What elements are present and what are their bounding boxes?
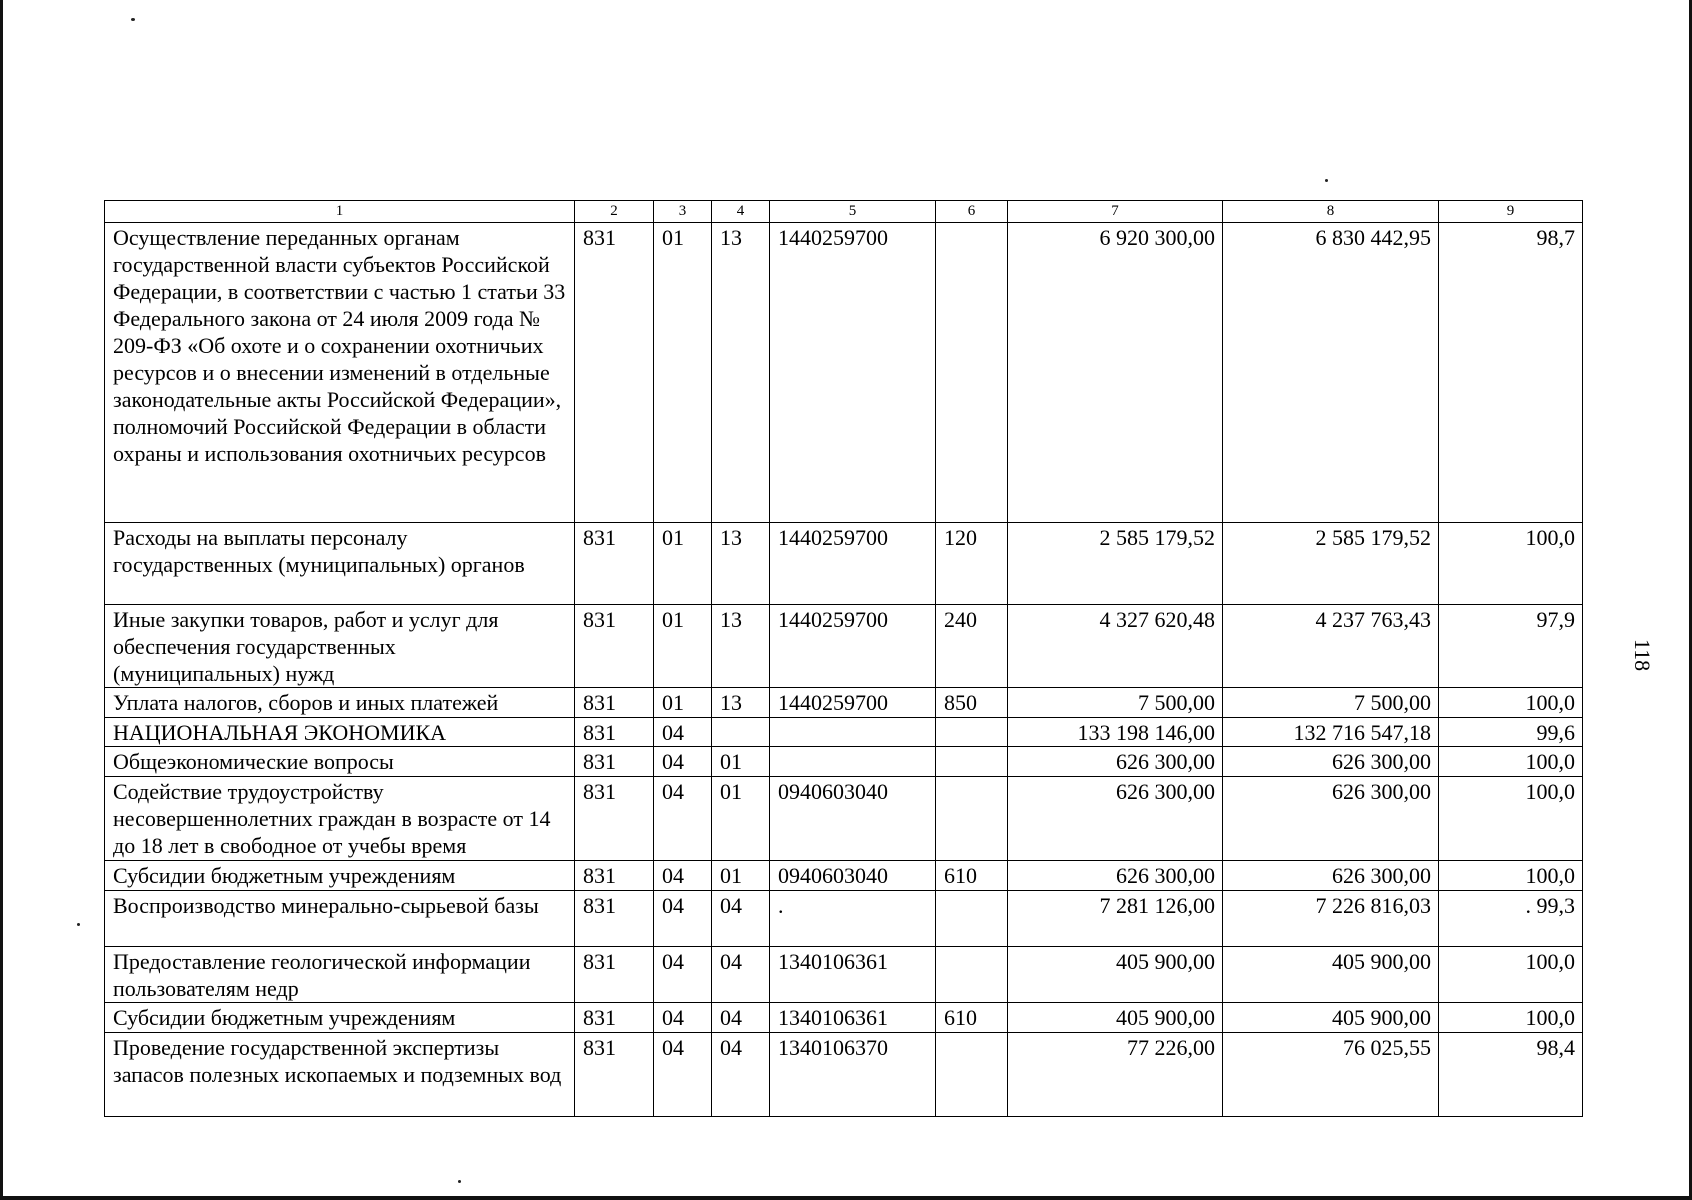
cell-subsection: 13	[712, 605, 770, 688]
cell-planned: 626 300,00	[1008, 777, 1223, 861]
cell-percent: 100,0	[1439, 777, 1583, 861]
cell-subsection: 13	[712, 223, 770, 523]
page-number: 118	[1630, 638, 1655, 672]
column-number: 1	[105, 201, 575, 223]
row-name: Предоставление геологической информации пользователям недр	[105, 947, 575, 1003]
table-row	[105, 891, 1583, 947]
cell-planned: 405 900,00	[1008, 947, 1223, 1003]
cell-executed: 76 025,55	[1223, 1033, 1439, 1117]
cell-expense-type	[936, 777, 1008, 861]
cell-planned: 6 920 300,00	[1008, 223, 1223, 523]
table-row	[105, 605, 1583, 688]
cell-ministry: 831	[575, 223, 654, 523]
column-number: 4	[712, 201, 770, 223]
cell-subsection: 04	[712, 1003, 770, 1033]
cell-percent: 97,9	[1439, 605, 1583, 688]
cell-percent: 100,0	[1439, 688, 1583, 718]
row-name: Содействие трудоустройству несовершеннолетних граждан в возрасте от 14 до 18 лет в свободное от учебы время	[105, 777, 575, 861]
cell-percent: 100,0	[1439, 1003, 1583, 1033]
scan-speck	[458, 1180, 461, 1183]
cell-expense-type	[936, 747, 1008, 777]
cell-section: 01	[654, 605, 712, 688]
cell-ministry: 831	[575, 891, 654, 947]
row-name: НАЦИОНАЛЬНАЯ ЭКОНОМИКА	[105, 718, 575, 747]
cell-section: 04	[654, 861, 712, 891]
cell-ministry: 831	[575, 718, 654, 747]
cell-percent: 98,4	[1439, 1033, 1583, 1117]
cell-ministry: 831	[575, 861, 654, 891]
cell-expense-type	[936, 947, 1008, 1003]
cell-planned: 626 300,00	[1008, 747, 1223, 777]
column-number: 5	[770, 201, 936, 223]
cell-target-article: 1340106361	[770, 947, 936, 1003]
cell-section: 04	[654, 718, 712, 747]
cell-planned: 405 900,00	[1008, 1003, 1223, 1033]
table-row	[105, 523, 1583, 605]
cell-section: 04	[654, 777, 712, 861]
scan-edge-bottom	[0, 1196, 1692, 1200]
cell-target-article: .	[770, 891, 936, 947]
cell-percent: 100,0	[1439, 523, 1583, 605]
column-number-row	[105, 201, 1583, 223]
cell-target-article: 1340106370	[770, 1033, 936, 1117]
cell-executed: 6 830 442,95	[1223, 223, 1439, 523]
cell-executed: 7 500,00	[1223, 688, 1439, 718]
cell-subsection: 13	[712, 688, 770, 718]
scan-speck	[1325, 179, 1328, 182]
cell-expense-type: 850	[936, 688, 1008, 718]
cell-subsection: 01	[712, 777, 770, 861]
cell-executed: 4 237 763,43	[1223, 605, 1439, 688]
cell-planned: 7 500,00	[1008, 688, 1223, 718]
cell-section: 01	[654, 223, 712, 523]
cell-subsection: 01	[712, 861, 770, 891]
cell-ministry: 831	[575, 747, 654, 777]
cell-section: 04	[654, 1003, 712, 1033]
cell-percent: . 99,3	[1439, 891, 1583, 947]
row-name: Расходы на выплаты персоналу государственных (муниципальных) органов	[105, 523, 575, 605]
column-number: 6	[936, 201, 1008, 223]
cell-expense-type: 610	[936, 1003, 1008, 1033]
cell-section: 04	[654, 1033, 712, 1117]
cell-percent: 100,0	[1439, 861, 1583, 891]
cell-expense-type	[936, 1033, 1008, 1117]
cell-executed: 7 226 816,03	[1223, 891, 1439, 947]
table-row	[105, 747, 1583, 777]
cell-percent: 100,0	[1439, 747, 1583, 777]
cell-target-article	[770, 747, 936, 777]
cell-planned: 626 300,00	[1008, 861, 1223, 891]
cell-expense-type: 610	[936, 861, 1008, 891]
cell-section: 01	[654, 688, 712, 718]
scan-speck	[77, 923, 80, 926]
row-name: Проведение государственной экспертизы запасов полезных ископаемых и подземных вод	[105, 1033, 575, 1117]
table-row	[105, 947, 1583, 1003]
cell-executed: 626 300,00	[1223, 777, 1439, 861]
table-row	[105, 223, 1583, 523]
scan-speck	[131, 18, 135, 21]
cell-ministry: 831	[575, 688, 654, 718]
row-name: Субсидии бюджетным учреждениям	[105, 861, 575, 891]
cell-subsection: 04	[712, 1033, 770, 1117]
cell-expense-type: 240	[936, 605, 1008, 688]
cell-expense-type	[936, 223, 1008, 523]
cell-executed: 132 716 547,18	[1223, 718, 1439, 747]
cell-target-article: 0940603040	[770, 861, 936, 891]
cell-target-article: 1440259700	[770, 223, 936, 523]
scan-edge-left	[0, 0, 3, 1200]
cell-subsection	[712, 718, 770, 747]
cell-subsection: 04	[712, 891, 770, 947]
cell-planned: 7 281 126,00	[1008, 891, 1223, 947]
cell-section: 01	[654, 523, 712, 605]
cell-target-article: 1440259700	[770, 523, 936, 605]
budget-table	[104, 200, 1583, 1117]
cell-target-article: 1340106361	[770, 1003, 936, 1033]
row-name: Осуществление переданных органам государственной власти субъектов Российской Федерации, в соответствии с частью 1 статьи 33 Федерального закона от 24 июля 2009 года № 209-ФЗ «Об охоте и о сохранении охотничьих ресурсов и о внесении изменений в отдельные законодательные акты Российской Федерации», полномочий Российской Федерации в области охраны и использования охотничьих ресурсов	[105, 223, 575, 523]
column-number: 3	[654, 201, 712, 223]
cell-planned: 4 327 620,48	[1008, 605, 1223, 688]
cell-ministry: 831	[575, 1033, 654, 1117]
cell-section: 04	[654, 747, 712, 777]
cell-ministry: 831	[575, 947, 654, 1003]
cell-section: 04	[654, 891, 712, 947]
table-row	[105, 1003, 1583, 1033]
table-row	[105, 718, 1583, 747]
cell-executed: 405 900,00	[1223, 1003, 1439, 1033]
table-row	[105, 861, 1583, 891]
row-name: Субсидии бюджетным учреждениям	[105, 1003, 575, 1033]
cell-percent: 98,7	[1439, 223, 1583, 523]
cell-ministry: 831	[575, 523, 654, 605]
table-row	[105, 1033, 1583, 1117]
cell-target-article	[770, 718, 936, 747]
column-number: 8	[1223, 201, 1439, 223]
row-name: Воспроизводство минерально-сырьевой базы	[105, 891, 575, 947]
cell-ministry: 831	[575, 777, 654, 861]
cell-percent: 100,0	[1439, 947, 1583, 1003]
cell-planned: 133 198 146,00	[1008, 718, 1223, 747]
cell-target-article: 0940603040	[770, 777, 936, 861]
cell-percent: 99,6	[1439, 718, 1583, 747]
column-number: 2	[575, 201, 654, 223]
cell-subsection: 01	[712, 747, 770, 777]
row-name: Общеэкономические вопросы	[105, 747, 575, 777]
table-row	[105, 777, 1583, 861]
row-name: Иные закупки товаров, работ и услуг для обеспечения государственных (муниципальных) нужд	[105, 605, 575, 688]
cell-target-article: 1440259700	[770, 605, 936, 688]
table-row	[105, 688, 1583, 718]
cell-ministry: 831	[575, 605, 654, 688]
cell-executed: 626 300,00	[1223, 747, 1439, 777]
column-number: 9	[1439, 201, 1583, 223]
cell-executed: 405 900,00	[1223, 947, 1439, 1003]
cell-subsection: 04	[712, 947, 770, 1003]
cell-expense-type	[936, 718, 1008, 747]
cell-expense-type	[936, 891, 1008, 947]
cell-subsection: 13	[712, 523, 770, 605]
cell-planned: 77 226,00	[1008, 1033, 1223, 1117]
row-name: Уплата налогов, сборов и иных платежей	[105, 688, 575, 718]
cell-target-article: 1440259700	[770, 688, 936, 718]
cell-executed: 2 585 179,52	[1223, 523, 1439, 605]
cell-expense-type: 120	[936, 523, 1008, 605]
cell-section: 04	[654, 947, 712, 1003]
column-number: 7	[1008, 201, 1223, 223]
cell-ministry: 831	[575, 1003, 654, 1033]
cell-planned: 2 585 179,52	[1008, 523, 1223, 605]
cell-executed: 626 300,00	[1223, 861, 1439, 891]
